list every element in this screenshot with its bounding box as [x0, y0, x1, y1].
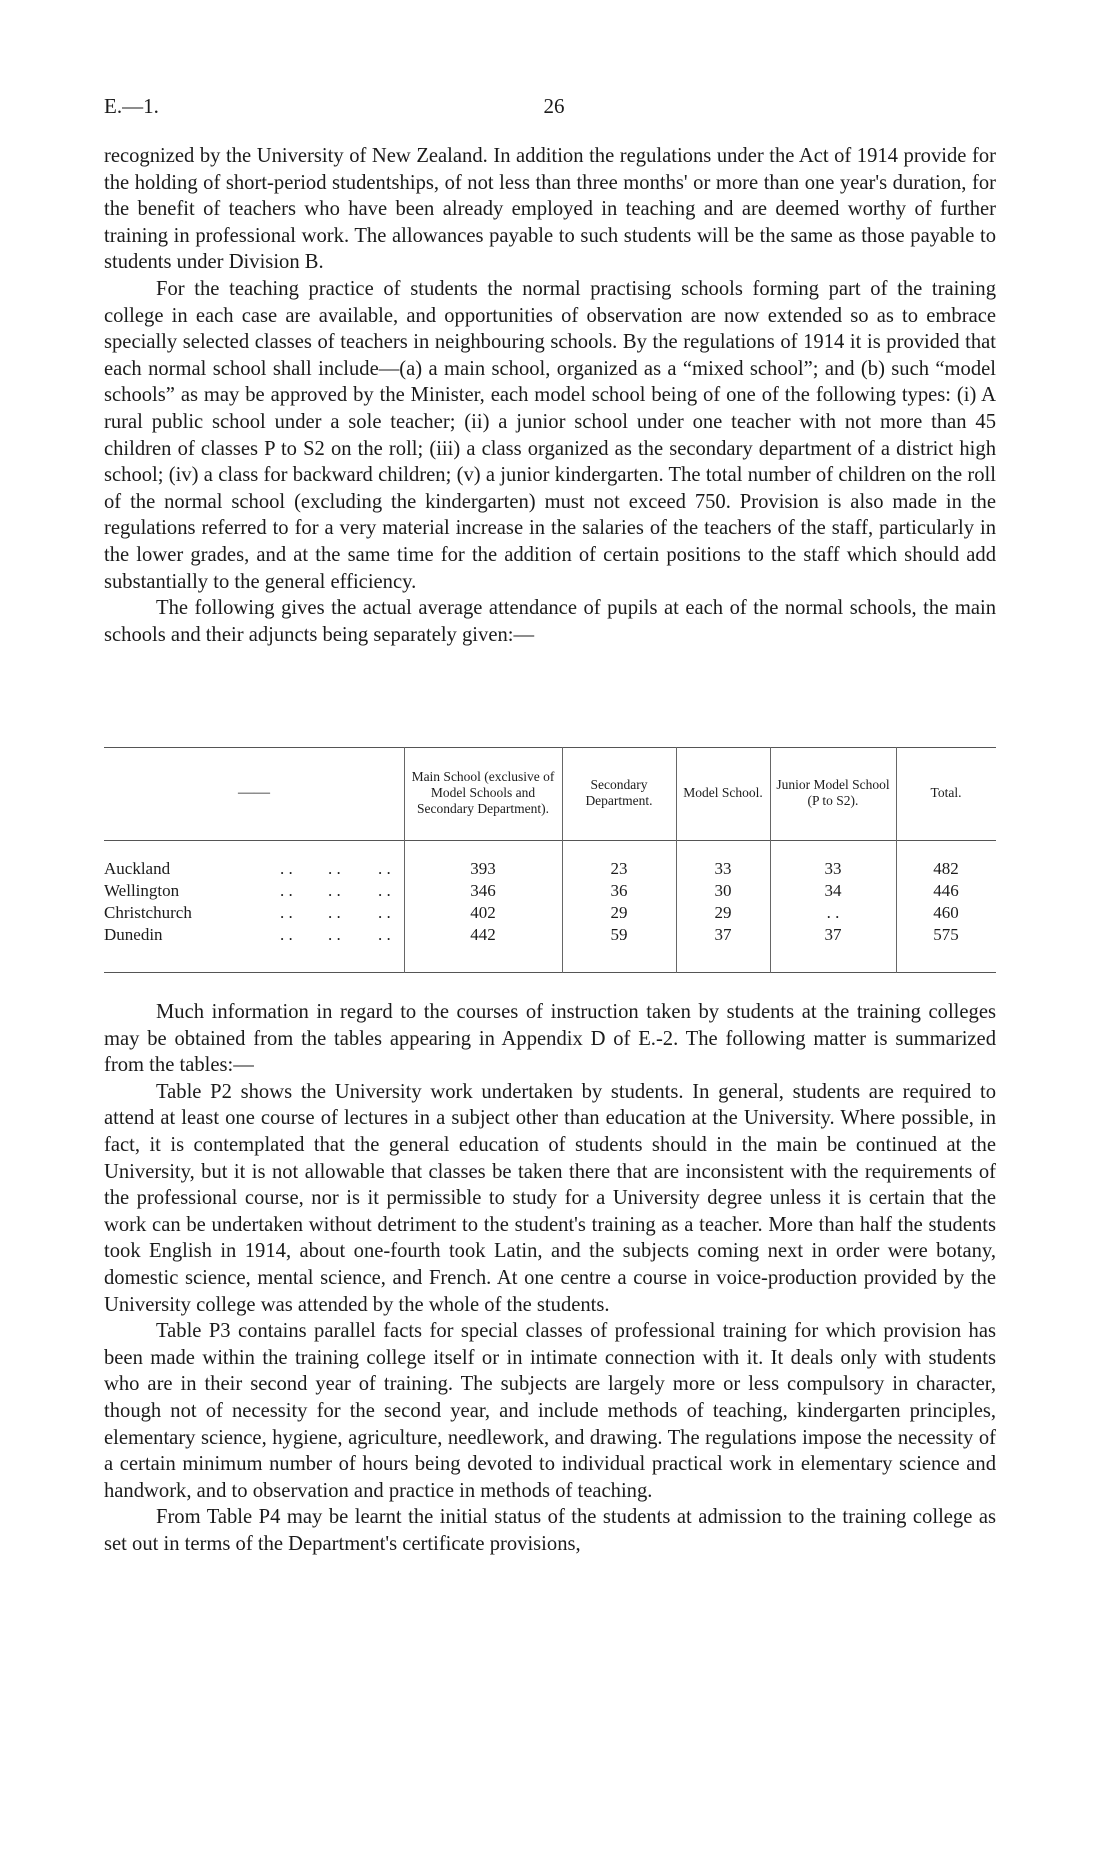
paragraph: From Table P4 may be learnt the initial status of the students at admission to the training college as set out in terms of the Department's certificate provisions, [104, 1506, 996, 1555]
table-cell: 460 [933, 903, 959, 922]
table-cell: 36 [610, 881, 628, 900]
dot-leader: . . [280, 903, 293, 922]
table-row [104, 903, 996, 925]
table-cell: 59 [610, 925, 628, 944]
table-cell: 30 [714, 881, 732, 900]
table-row [104, 925, 996, 947]
table-cell: 446 [933, 881, 959, 900]
dot-leader: . . [328, 903, 341, 922]
column-header-junior-model: Junior Model School (P to S2). [776, 777, 890, 808]
column-header-secondary: Secondary Department. [585, 777, 653, 808]
paragraph: Table P3 contains parallel facts for special classes of professional training for which provision has been made within the training college itself or in intimate connection with it. It deals only with students who are in their second year of training. The subjects are largely more or less compulsory in character, though not of necessity for the second year, and include methods of teaching, kindergarten principles, elementary science, hygiene, agriculture, needlework, and drawing. The regulations impose the necessity of a certain minimum number of hours being devoted to individual practical work in elementary science and handwork, and to observation and practice in methods of teaching. [104, 1320, 996, 1502]
paragraph: recognized by the University of New Zealand. In addition the regulations under the Act of 1914 provide for the holding of short-period studentships, of not less than three months' or more than one year's duration, for the benefit of teachers who have been already employed in teaching and are deemed worthy of further training in professional work. The allowances payable to such students will be the same as those payable to students under Division B. [104, 145, 996, 274]
dot-leader: . . [328, 859, 341, 878]
table-cell: 33 [824, 859, 842, 878]
column-header-main-school: Main School (exclusive of Model Schools and Secondary Department). [411, 769, 555, 816]
stub-header: —— [238, 784, 270, 801]
school-name: Dunedin [104, 925, 163, 944]
dot-leader: . . [280, 881, 293, 900]
text-block-lower [104, 999, 996, 1557]
table-cell: 37 [824, 925, 842, 944]
paragraph: For the teaching practice of students the normal practising schools forming part of the training college in each case are available, and opportunities of observation are now extended so as to embrace specially selected classes of teachers in neighbouring schools. By the regulations of 1914 it is provided that each normal school shall include—(a) a main school, organized as a “mixed school”; and (b) such “model schools” as may be approved by the Minister, each model school being of one of the following types: (i) A rural public school under a sole teacher; (ii) a junior school under one teacher with not more than 45 children of classes P to S2 on the roll; (iii) a class organized as the secondary department of a district high school; (iv) a class for backward children; (v) a junior kindergarten. The total number of children on the roll of the normal school (excluding the kindergarten) must not exceed 750. Provision is also made in the regulations referred to for a very material increase in the salaries of the teachers of the staff, particularly in the lower grades, and at the same time for the addition of certain positions to the staff which should add substantially to the general efficiency. [104, 277, 996, 593]
table-cell: 33 [714, 859, 732, 878]
table-cell: 34 [824, 881, 842, 900]
table-cell: 23 [610, 859, 628, 878]
dot-leader: . . [280, 859, 293, 878]
dot-leader: . . [378, 859, 391, 878]
text-block-upper [104, 143, 996, 648]
dot-leader: . . [328, 881, 341, 900]
column-header-total: Total. [930, 785, 962, 800]
table-cell: . . [826, 903, 840, 922]
dot-leader: . . [378, 881, 391, 900]
dot-leader: . . [280, 925, 293, 944]
table-row [104, 859, 996, 881]
table-cell: 442 [470, 925, 496, 944]
table-cell: 482 [933, 859, 959, 878]
table-cell: 393 [470, 859, 496, 878]
page-number: 26 [543, 94, 565, 118]
table-cell: 575 [933, 925, 959, 944]
column-header-model-school: Model School. [683, 785, 763, 800]
table-header-rule [104, 840, 996, 841]
table-row [104, 881, 996, 903]
paragraph: Table P2 shows the University work undertaken by students. In general, students are required to attend at least one course of lectures in a subject other than education at the University. Where possible, in fact, it is contemplated that the general education of students should in the main be continued at the University, but it is not allowable that classes be taken there that are inconsistent with the requirements of the professional course, nor is it permissible to study for a University degree unless it is certain that the work can be undertaken without detriment to the student's training as a teacher. More than half the students took English in 1914, about one-fourth took Latin, and the subjects coming next in order were botany, domestic science, mental science, and French. At one centre a course in voice-production provided by the University college was attended by the whole of the students. [104, 1080, 996, 1316]
paragraph: The following gives the actual average attendance of pupils at each of the normal schools, the main schools and their adjuncts being separately given:— [104, 597, 996, 646]
dot-leader: . . [378, 903, 391, 922]
attendance-table [104, 747, 996, 973]
page-header [104, 94, 1004, 124]
school-name: Christchurch [104, 903, 192, 922]
paragraph: Much information in regard to the courses of instruction taken by students at the training colleges may be obtained from the tables appearing in Appendix D of E.-2. The following matter is summarized from the tables:— [104, 1001, 996, 1077]
report-reference: E.—1. [104, 94, 159, 118]
table-bottom-rule [104, 972, 996, 973]
school-name: Wellington [104, 881, 180, 900]
dot-leader: . . [378, 925, 391, 944]
table-cell: 346 [470, 881, 496, 900]
table-cell: 402 [470, 903, 496, 922]
school-name: Auckland [104, 859, 171, 878]
dot-leader: . . [328, 925, 341, 944]
table-cell: 29 [714, 903, 732, 922]
table-cell: 29 [610, 903, 628, 922]
table-cell: 37 [714, 925, 732, 944]
